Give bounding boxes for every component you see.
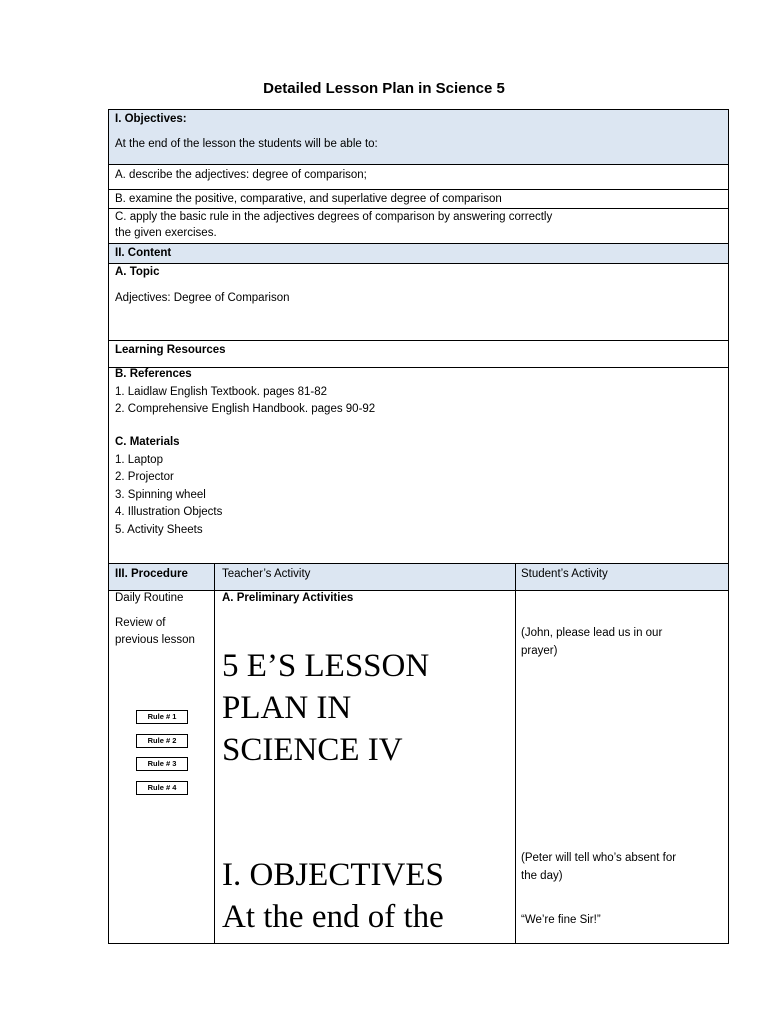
reference-item: 1. Laidlaw English Textbook. pages 81-82: [115, 386, 328, 398]
objective-a: A. describe the adjectives: degree of comparison;: [115, 169, 367, 181]
references-materials-row: [109, 368, 728, 564]
review-label-line1: Review of: [115, 617, 166, 629]
objectives-heading: I. Objectives:: [115, 113, 187, 125]
objectives-header-row: [109, 110, 728, 165]
overlay-heading-line: PLAN IN: [222, 690, 352, 726]
student-activity-header: Student’s Activity: [521, 568, 608, 580]
objective-b: B. examine the positive, comparative, and superlative degree of comparison: [115, 193, 502, 205]
content-heading: II. Content: [115, 247, 172, 259]
topic-row: [109, 264, 728, 341]
student-absent-line1: (Peter will tell who’s absent for: [521, 852, 677, 864]
procedure-heading: III. Procedure: [115, 568, 188, 580]
overlay-heading-line: SCIENCE IV: [222, 732, 403, 768]
objective-b-row: [109, 190, 728, 209]
material-item: 2. Projector: [115, 471, 174, 483]
rule-1-box: Rule # 1: [136, 710, 188, 724]
procedure-body-row: [109, 591, 728, 943]
student-absent-line2: the day): [521, 870, 563, 882]
document-title: Detailed Lesson Plan in Science 5: [263, 80, 505, 97]
overlay-heading-line: 5 E’S LESSON: [222, 648, 430, 684]
overlay-objectives-line: At the end of the: [222, 899, 444, 935]
material-item: 5. Activity Sheets: [115, 524, 203, 536]
lesson-plan-table: [108, 109, 729, 944]
preliminary-activities: A. Preliminary Activities: [222, 592, 354, 604]
daily-routine-label: Daily Routine: [115, 592, 184, 604]
overlay-objectives-line: I. OBJECTIVES: [222, 857, 444, 893]
materials-label: C. Materials: [115, 436, 180, 448]
rule-4-box: Rule # 4: [136, 781, 188, 795]
material-item: 1. Laptop: [115, 454, 163, 466]
objective-c-line1: C. apply the basic rule in the adjectives degrees of comparison by answering correctly: [115, 211, 553, 223]
rule-3-box: Rule # 3: [136, 757, 188, 771]
student-fine-response: “We’re fine Sir!”: [521, 914, 601, 926]
learning-resources-label: Learning Resources: [115, 344, 226, 356]
rule-2-box: Rule # 2: [136, 734, 188, 748]
topic-label: A. Topic: [115, 266, 160, 278]
objective-c-line2: the given exercises.: [115, 227, 217, 239]
student-prayer-line1: (John, please lead us in our: [521, 627, 663, 639]
material-item: 4. Illustration Objects: [115, 506, 223, 518]
material-item: 3. Spinning wheel: [115, 489, 206, 501]
reference-item: 2. Comprehensive English Handbook. pages 90-92: [115, 403, 376, 415]
learning-resources-row: [109, 341, 728, 368]
content-header-row: [109, 244, 728, 264]
objectives-intro: At the end of the lesson the students will be able to:: [115, 138, 378, 150]
objective-c-row: [109, 209, 728, 244]
objective-a-row: [109, 165, 728, 190]
references-label: B. References: [115, 368, 192, 380]
procedure-header-row: [109, 564, 728, 591]
topic-value: Adjectives: Degree of Comparison: [115, 292, 290, 304]
review-label-line2: previous lesson: [115, 634, 195, 646]
teacher-activity-header: Teacher’s Activity: [222, 568, 311, 580]
student-prayer-line2: prayer): [521, 645, 558, 657]
